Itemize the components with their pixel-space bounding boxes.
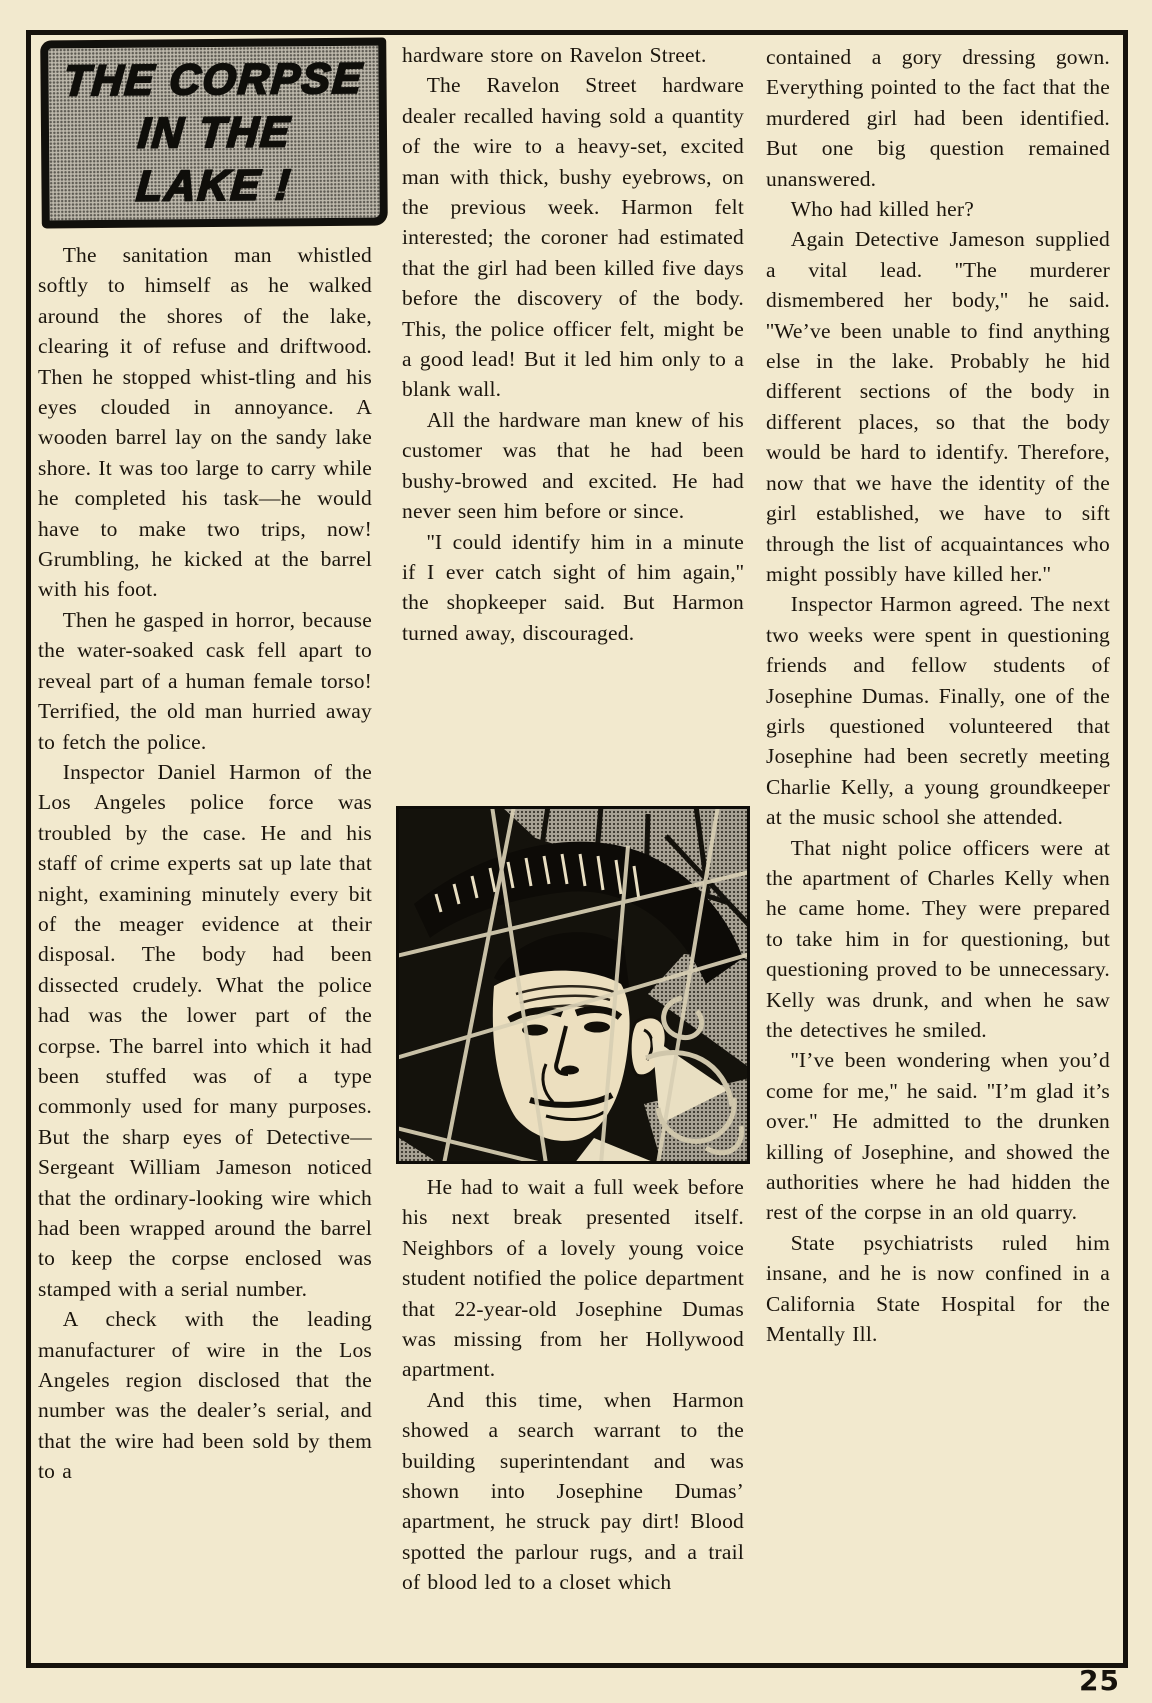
story-paragraph: Who had killed her?	[790, 197, 974, 222]
story-paragraph: Inspector Harmon agreed. The next two weeks were spent in questioning friends and fellow students of Josephine Dumas. Finally, one of the girls questioned volunteered that Josephine had been secretly meeting Charlie Kelly, a young groundkeeper at the music school she attended.	[766, 592, 1110, 830]
story-title-line-3: LAKE !	[134, 160, 295, 211]
column-2-upper	[402, 40, 744, 648]
story-paragraph: Again Detective Jameson supplied a vital lead. ''The murderer dismembered her body,'' he said. ''We’ve been unable to find anything else in the lake. Probably he hid different sections of the body in different places, so that the body would be hard to identify. Therefore, now that we have the identity of the girl established, we have to sift through the list of acquaintances who might possibly have killed her.''	[766, 227, 1110, 586]
story-paragraph: He had to wait a full week before his next break presented itself. Neighbors of a lovely young voice student notified the police department that 22-year-old Josephine Dumas was missing from her Hollywood apartment.	[402, 1175, 744, 1382]
column-1	[38, 240, 372, 1487]
story-paragraph: The sanitation man whistled softly to himself as he walked around the shores of the lake, clearing it of refuse and driftwood. Then he stopped whist-tling and his eyes clouded in annoyance. A wooden barrel lay on the sandy lake shore. It was too large to carry while he completed his task—he would have to make two trips, now! Grumbling, he kicked at the barrel with his foot.	[38, 243, 372, 602]
story-title-line-1: THE CORPSE	[61, 54, 366, 105]
story-title-line-2: IN THE	[135, 107, 293, 158]
story-paragraph: The Ravelon Street hardware dealer recalled having sold a quantity of the wire to a heavy-set, excited man with thick, bushy eyebrows, on the previous week. Harmon felt interested; the coroner had estimated that the girl had been killed five days before the discovery of the body. This, the police officer felt, might be a good lead! But it led him only to a blank wall.	[402, 73, 744, 402]
story-paragraph: And this time, when Harmon showed a search warrant to the building superintendant and was shown into Josephine Dumas’ apartment, he struck pay dirt! Blood spotted the parlour rugs, and a trail of blood led to a closet which	[402, 1387, 744, 1595]
story-paragraph: A check with the leading manufacturer of wire in the Los Angeles region disclosed that the number was the dealer’s serial, and that the wire had been sold by them to a	[38, 1307, 372, 1484]
story-paragraph: contained a gory dressing gown. Everything pointed to the fact that the murdered girl had been identified. But one big question remained unanswered.	[766, 45, 1110, 191]
story-paragraph: That night police officers were at the apartment of Charles Kelly when he came home. They were prepared to take him in for questioning, but questioning proved to be unnecessary. Kelly was drunk, and when he saw the detectives he smiled.	[766, 835, 1110, 1042]
story-title-box	[41, 39, 387, 228]
story-paragraph: ''I could identify him in a minute if I ever catch sight of him again,'' the shopkeeper said. But Harmon turned away, discouraged.	[402, 529, 744, 645]
man-behind-wire-mesh-illustration	[396, 806, 750, 1164]
story-paragraph: ''I’ve been wondering when you’d come for me,'' he said. ''I’m glad it’s over.'' He admitted to the drunken killing of Josephine, and showed the authorities where he had hidden the rest of the corpse in an old quarry.	[766, 1048, 1110, 1225]
page-number: 25	[1079, 1664, 1120, 1697]
column-2-lower	[402, 1172, 744, 1598]
column-3	[766, 42, 1110, 1349]
story-paragraph: Then he gasped in horror, because the water-soaked cask fell apart to reveal part of a human female torso! Terrified, the old man hurried away to fetch the police.	[38, 607, 372, 754]
story-paragraph: All the hardware man knew of his customer was that he had been bushy-browed and excited. He had never seen him before or since.	[402, 407, 744, 524]
story-paragraph: State psychiatrists ruled him insane, and he is now confined in a California State Hospital for the Mentally Ill.	[766, 1230, 1110, 1347]
story-paragraph: hardware store on Ravelon Street.	[402, 43, 707, 67]
story-paragraph: Inspector Daniel Harmon of the Los Angeles police force was troubled by the case. He and his staff of crime experts sat up late that night, examining minutely every bit of the meager evidence at their disposal. The body had been dissected crudely. What the police had was the lower part of the corpse. The barrel into which it had been stuffed was of a type commonly used for many purposes. But the sharp eyes of Detective—Sergeant William Jameson noticed that the ordinary-looking wire which had been wrapped around the barrel to keep the corpse enclosed was stamped with a serial number.	[38, 759, 372, 1301]
